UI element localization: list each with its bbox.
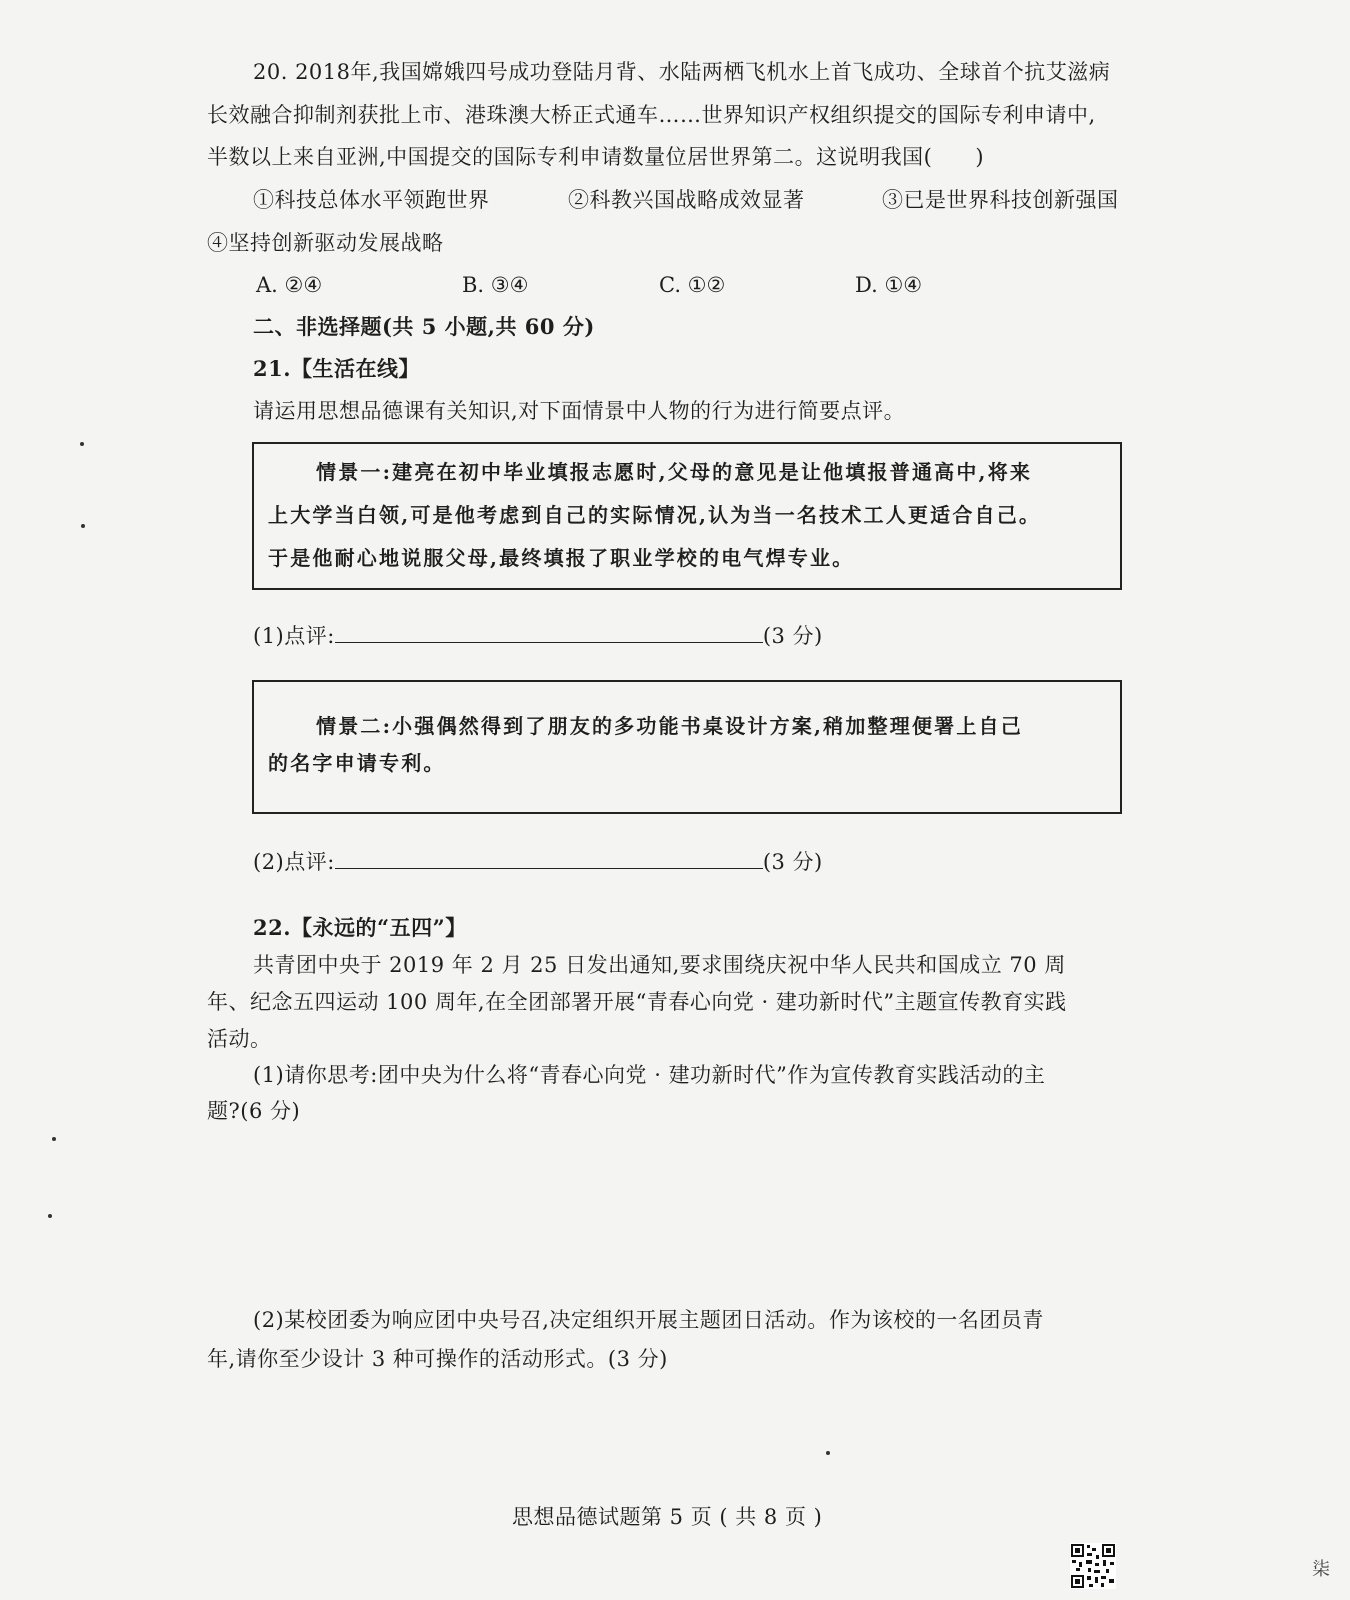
q22-line2: 年、纪念五四运动 100 周年,在全团部署开展“青春心向党 · 建功新时代”主题宣传教育实践 [207, 990, 1067, 1014]
scan-speck [80, 442, 84, 446]
q20-statement-1: ①科技总体水平领跑世界 [253, 188, 490, 212]
q22-sub1-line2: 题?(6 分) [207, 1099, 301, 1123]
comment2-row [253, 848, 823, 876]
corner-mark: 柒 [1312, 1559, 1330, 1580]
comment2-score: (3 分) [762, 850, 823, 874]
q20-option-a: A. ②④ [256, 273, 323, 297]
q20-option-c: C. ①② [659, 273, 726, 297]
scan-speck [81, 524, 85, 528]
comment1-score: (3 分) [762, 624, 823, 648]
q22-line3: 活动。 [207, 1027, 272, 1051]
comment1-row [253, 622, 823, 650]
q20-statement-4: ④坚持创新驱动发展战略 [207, 231, 444, 255]
q20-option-b: B. ③④ [462, 273, 529, 297]
q22-title: 22.【永远的“五四”】 [253, 915, 467, 940]
q20-line1: 20. 2018年,我国嫦娥四号成功登陆月背、水陆两栖飞机水上首飞成功、全球首个抗艾滋病 [253, 60, 1111, 84]
scene1-line2: 上大学当白领,可是他考虑到自己的实际情况,认为当一名技术工人更适合自己。 [268, 503, 1042, 527]
q21-instruction: 请运用思想品德课有关知识,对下面情景中人物的行为进行简要点评。 [253, 399, 906, 423]
scan-speck [48, 1214, 52, 1218]
q20-option-d: D. ①④ [855, 273, 923, 297]
comment1-label: (1)点评: [253, 624, 335, 648]
q20-statement-3: ③已是世界科技创新强国 [882, 188, 1119, 212]
q20-line2: 长效融合抑制剂获批上市、港珠澳大桥正式通车……世界知识产权组织提交的国际专利申请中, [207, 103, 1096, 127]
section2-heading: 二、非选择题(共 5 小题,共 60 分) [253, 314, 595, 339]
scan-speck [52, 1137, 56, 1141]
qr-code-icon [1070, 1543, 1116, 1589]
scene1-line3: 于是他耐心地说服父母,最终填报了职业学校的电气焊专业。 [268, 546, 855, 570]
page-footer: 思想品德试题第 5 页 ( 共 8 页 ) [512, 1505, 823, 1529]
comment2-label: (2)点评: [253, 850, 335, 874]
comment2-answer-line[interactable] [335, 848, 763, 869]
comment1-answer-line[interactable] [335, 622, 763, 643]
q20-statement-2: ②科教兴国战略成效显著 [568, 188, 805, 212]
q22-sub1-line1: (1)请你思考:团中央为什么将“青春心向党 · 建功新时代”作为宣传教育实践活动的主 [253, 1063, 1046, 1087]
scene2-line2: 的名字申请专利。 [268, 751, 446, 775]
scene2-line1: 情景二:小强偶然得到了朋友的多功能书桌设计方案,稍加整理便署上自己 [316, 714, 1023, 738]
q21-title: 21.【生活在线】 [253, 356, 421, 381]
scene2-box [252, 680, 1122, 814]
q22-sub2-line1: (2)某校团委为响应团中央号召,决定组织开展主题团日活动。作为该校的一名团员青 [253, 1308, 1044, 1332]
q22-sub2-line2: 年,请你至少设计 3 种可操作的活动形式。(3 分) [207, 1347, 668, 1371]
scan-speck [826, 1451, 830, 1455]
q22-line1: 共青团中央于 2019 年 2 月 25 日发出通知,要求围绕庆祝中华人民共和国成立 70 周 [253, 953, 1066, 977]
q20-line3: 半数以上来自亚洲,中国提交的国际专利申请数量位居世界第二。这说明我国( ) [207, 145, 985, 169]
scene1-line1: 情景一:建亮在初中毕业填报志愿时,父母的意见是让他填报普通高中,将来 [316, 460, 1033, 484]
